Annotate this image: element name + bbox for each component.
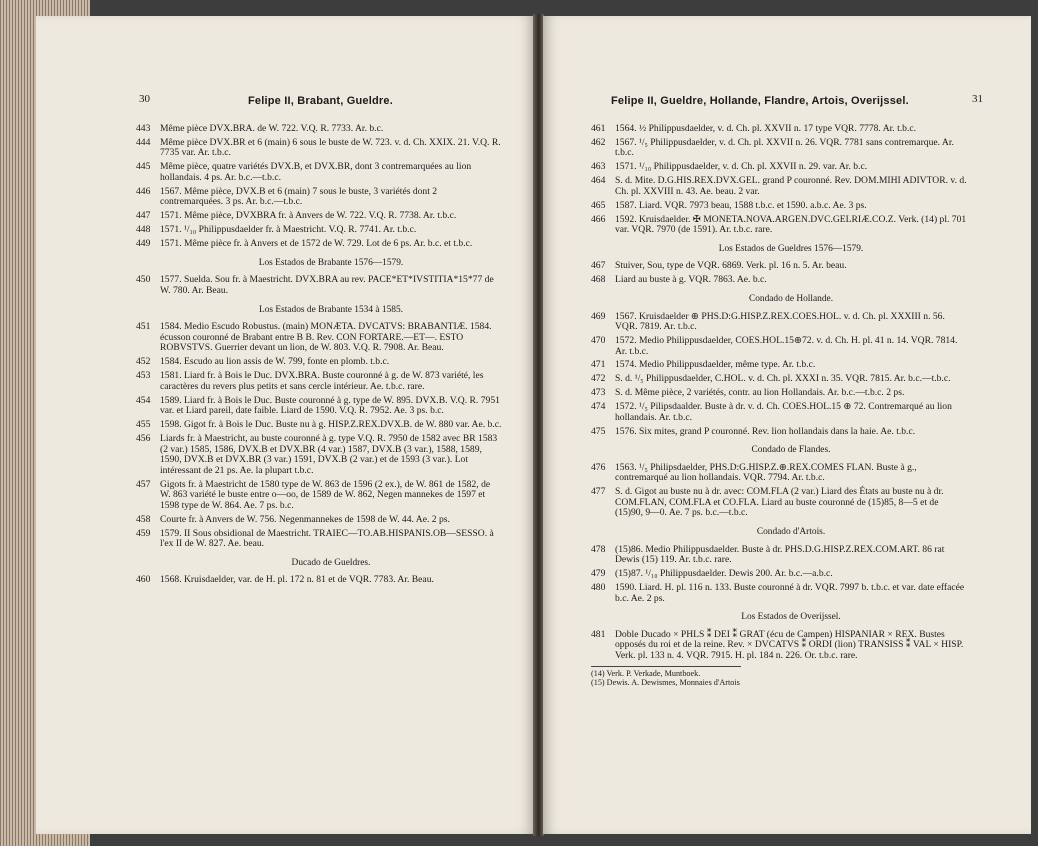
lot-entry (591, 463, 967, 484)
lot-number: 468 (591, 274, 606, 286)
left-page (36, 16, 534, 834)
lot-entry (591, 583, 967, 604)
lot-entry (136, 322, 502, 354)
lot-number: 454 (136, 394, 151, 406)
lot-entry (591, 569, 967, 580)
lot-description: Gigots fr. à Maestricht de 1580 type de W. 863 de 1596 (2 ex.), de W. 861 de 1582, de W. 863 variété le buste entre o—oo, de 1589 de W. 862, Negen mannekes de 1597 et 1598 type de W. 864. Ae. 7 ps. b.c. (160, 478, 491, 511)
lot-number: 458 (136, 513, 151, 525)
lot-description: 1568. Kruisdaelder, var. de H. pl. 172 n. 81 et de VQR. 7783. Ar. Beau. (160, 574, 434, 586)
lot-number: 461 (591, 123, 606, 134)
lot-number: 452 (136, 356, 151, 368)
lot-number: 447 (136, 210, 151, 222)
running-header: Felipe II, Gueldre, Hollande, Flandre, Artois, Overijssel. (611, 95, 909, 107)
lot-description: 1572. Medio Philippusdaelder, COES.HOL.15⊕72. v. d. Ch. H. pl. 41 n. 14. VQR. 7814. Ar. t.b.c. (615, 334, 958, 357)
lot-entry (136, 434, 502, 476)
lot-entry (591, 275, 967, 286)
lot-description: 1587. Liard. VQR. 7973 beau, 1588 t.b.c. et 1590. a.b.c. Ae. 3 ps. (615, 199, 867, 211)
lot-description: 1567. Kruisdaelder ⊕ PHS.D:G.HISP.Z.REX.COES.HOL. v. d. Ch. pl. XXXIII n. 56. VQR. 7819. Ar. t.b.c. (615, 310, 945, 333)
lot-number: 481 (591, 628, 606, 640)
lot-number: 477 (591, 486, 606, 498)
lot-entry (591, 176, 967, 197)
lot-entry (591, 124, 967, 135)
lot-entry (136, 396, 502, 417)
lot-number: 471 (591, 359, 606, 371)
lot-description: 1567. Même pièce, DVX.B et 6 (main) 7 sous le buste, 3 variétés dont 2 contremarquées. 3 ps. Ar. b.c.—t.b.c. (160, 185, 438, 208)
lot-description: Même pièce DVX.BRA. de W. 722. V.Q. R. 7733. Ar. b.c. (160, 123, 384, 134)
lot-description: 1592. Kruisdaelder. ✠ MONETA.NOVA.ARGEN.DVC.GELRIÆ.CO.Z. Verk. (14) pl. 701 var. VQR. 7970 (de 1591). Ar. t.b.c. rare. (615, 213, 967, 236)
lot-description: Stuiver, Sou, type de VQR. 6869. Verk. pl. 16 n. 5. Ar. beau. (615, 260, 847, 272)
lot-description: 1574. Medio Philippusdaelder, même type. Ar. t.b.c. (615, 359, 816, 371)
lot-number: 453 (136, 370, 151, 382)
lot-number: 444 (136, 136, 151, 148)
lot-entry (136, 529, 502, 550)
lot-description: 1571. ¹/₁₀ Philippusdaelder, v. d. Ch. pl. XXVII n. 29. var. Ar. b.c. (615, 161, 868, 173)
lot-number: 445 (136, 161, 151, 173)
lot-entry (591, 215, 967, 236)
lot-entry (591, 427, 967, 438)
lot-entry (136, 138, 502, 159)
lot-entry (136, 371, 502, 392)
lot-description: 1571. Même pièce fr. à Anvers et de 1572 de W. 729. Lot de 6 ps. Ar. b.c. et t.b.c. (160, 238, 473, 250)
lot-entry (591, 138, 967, 159)
lot-number: 456 (136, 432, 151, 444)
lot-entry (591, 261, 967, 272)
lot-description: 1581. Liard fr. à Bois le Duc. DVX.BRA. Buste couronné à g. de W. 873 variété, les caractères du revers plus petits et sans cercle intérieur. Ae. t.b.c. rare. (160, 370, 484, 392)
catalogue-entries (591, 124, 967, 687)
lot-description: Même pièce DVX.BR et 6 (main) 6 sous le buste de W. 723. v. d. Ch. XXIX. 21. V.Q. R. 7735 var. Ar. t.b.c. (160, 136, 501, 159)
lot-entry (136, 225, 502, 236)
section-heading: Condado d'Artois. (756, 527, 826, 538)
lot-entry (136, 124, 502, 135)
lot-description: Liards fr. à Maestricht, au buste couronné à g. type V.Q. R. 7950 de 1582 avec BR 1583 (2 var.) 1585, 1586, DVX.B et DVX.BR (4 var.) 1587, DVX.B (3 var.), 1588, 1589, 1590, DVX.B et DVX.BR (3 var.) 1591, DVX.B (2 var.) et de 1593 (3 var.). Lot intéressant de 21 ps. Ae. la plupart t.b.c. (160, 432, 498, 476)
lot-number: 459 (136, 527, 151, 539)
lot-entry (136, 480, 502, 512)
lot-entry (136, 239, 502, 250)
lot-number: 463 (591, 161, 606, 173)
lot-entry (136, 357, 502, 368)
lot-number: 450 (136, 274, 151, 286)
lot-description: Courte fr. à Anvers de W. 756. Negenmannekes de 1598 de W. 44. Ae. 2 ps. (160, 513, 450, 525)
lot-number: 480 (591, 582, 606, 594)
lot-description: 1577. Suelda. Sou fr. à Maestricht. DVX.BRA au rev. PACE*ET*IVSTITIA*15*77 de W. 780. Ar. Beau. (160, 274, 494, 296)
lot-description: Même pièce, quatre variétés DVX.B, et DVX.BR, dont 3 contremarquées au lion hollandais. 4 ps. Ar. b.c.—t.b.c. (160, 161, 472, 183)
lot-entry (591, 336, 967, 357)
lot-number: 443 (136, 123, 151, 134)
page-number: 31 (972, 93, 983, 105)
lot-entry (591, 630, 967, 662)
lot-number: 448 (136, 224, 151, 236)
lot-description: 1571. Même pièce, DVXBRA fr. à Anvers de W. 722. V.Q. R. 7738. Ar. t.b.c. (160, 210, 457, 222)
lot-description: Liard au buste à g. VQR. 7863. Ae. b.c. (615, 274, 767, 286)
section-heading: Condado de Flandes. (751, 445, 831, 456)
lot-number: 479 (591, 568, 606, 580)
footnote: (15) Dewis. A. Dewismes, Monnaies d'Artois (591, 678, 740, 688)
lot-number: 472 (591, 373, 606, 385)
lot-number: 451 (136, 321, 151, 333)
lot-number: 464 (591, 175, 606, 187)
lot-description: (15)87. ¹/₁₀ Philippusdaelder. Dewis 200. Ar. b.c.—a.b.c. (615, 568, 833, 580)
lot-number: 467 (591, 260, 606, 272)
lot-description: S. d. Même pièce, 2 variétés, contr. au lion Hollandais. Ar. b.c.—t.b.c. 2 ps. (615, 387, 905, 399)
lot-entry (136, 515, 502, 526)
lot-description: 1564. ½ Philippusdaelder, v. d. Ch. pl. XXVII n. 17 type VQR. 7778. Ar. t.b.c. (615, 123, 917, 134)
lot-description: 1572. ¹/₅ Pilipsdaalder. Buste à dr. v. d. Ch. COES.HOL.15 ⊕ 72. Contremarqué au lion hollandais. Ar. t.b.c. (615, 401, 952, 423)
lot-entry (136, 575, 502, 586)
lot-description: 1584. Medio Escudo Robustus. (main) MONÆTA. DVCATVS: BRABANTIÆ. 1584. écusson couronné de Brabant entre B B. Rev. CON FORTARE.—ET—. ESTO ROBVSTVS. Guerrier devant un lion, de W. 803. V.Q. R. 7908. Ar. Beau. (160, 321, 492, 354)
right-page (543, 16, 1031, 834)
lot-number: 460 (136, 574, 151, 586)
lot-entry (136, 420, 502, 431)
lot-entry (591, 388, 967, 399)
running-header: Felipe II, Brabant, Gueldre. (248, 95, 393, 107)
lot-number: 457 (136, 478, 151, 490)
lot-description: S. d. Gigot au buste nu à dr. avec: COM.FLA (2 var.) Liard des États au buste nu à dr. COM.FLAN, COM.FLA et CO.FLA. Liard au buste couronné de (15)85, 8—5 et de (15)90, 9—0. Ae. 7 ps. b.c.—t.b.c. (615, 486, 944, 519)
lot-number: 473 (591, 387, 606, 399)
lot-number: 466 (591, 213, 606, 225)
lot-description: 1571. ¹/₁₀ Philippusdaelder fr. à Maestricht. V.Q. R. 7741. Ar. t.b.c. (160, 224, 417, 236)
lot-entry (136, 187, 502, 208)
lot-number: 462 (591, 136, 606, 148)
section-heading: Ducado de Gueldres. (291, 557, 371, 568)
lot-description: S. d. Mite. D.G.HIS.REX.DVX.GEL. grand P couronné. Rev. DOM.MIHI ADIVTOR. v. d. Ch. pl. XXVIII n. 43. Ae. beau. 2 var. (615, 175, 967, 197)
lot-entry (591, 545, 967, 566)
lot-description: S. d. ¹/₅ Philippusdaelder, C.HOL. v. d. Ch. pl. XXXI n. 35. VQR. 7815. Ar. b.c.—t.b.c. (615, 373, 951, 385)
lot-description: 1563. ¹/₅ Philipsdaelder, PHS.D:G.HISP.Z.⊕.REX.COMES FLAN. Buste à g., contremarqué au lion hollandais. VQR. 7794. Ar. t.b.c. (615, 461, 917, 484)
lot-description: 1589. Liard fr. à Bois le Duc. Buste couronné à g. type de W. 895. DVX.B. V.Q. R. 7951 var. et Liard pareil, date faible. Liard de 1590. V.Q. R. 7952. Ae. 3 ps. b.c. (160, 394, 500, 417)
lot-description: 1598. Gigot fr. à Bois le Duc. Buste nu à g. HISP.Z.REX.DVX.B. de W. 880 var. Ae. b.c. (160, 419, 502, 431)
lot-entry (591, 487, 967, 519)
lot-description: (15)86. Medio Philippusdaelder. Buste à dr. PHS.D.G.HISP.Z.REX.COM.ART. 86 rat Dewis (15) 119. Ar. t.b.c. rare. (615, 543, 945, 566)
section-heading: Los Estados de Brabante 1534 à 1585. (259, 304, 403, 315)
lot-number: 449 (136, 238, 151, 250)
lot-entry (136, 275, 502, 296)
lot-entry (591, 201, 967, 212)
lot-description: 1579. II Sous obsidional de Maestricht. TRAIEC—TO.AB.HISPANIS.OB—SESSO. à l'ex II de W. 827. Ae. beau. (160, 527, 494, 550)
lot-entry (136, 162, 502, 183)
footnote: (14) Verk. P. Verkade, Muntboek. (591, 668, 701, 678)
lot-description: 1584. Escudo au lion assis de W. 799, fonte en plomb. t.b.c. (160, 356, 390, 368)
lot-number: 475 (591, 425, 606, 437)
lot-description: 1576. Six mites, grand P couronné. Rev. lion hollandais dans la haie. Ae. t.b.c. (615, 425, 916, 437)
section-heading: Condado de Hollande. (748, 293, 834, 304)
lot-number: 478 (591, 543, 606, 555)
catalogue-entries (136, 124, 502, 589)
lot-entry (591, 374, 967, 385)
lot-entry (591, 360, 967, 371)
lot-number: 476 (591, 461, 606, 473)
lot-number: 446 (136, 185, 151, 197)
lot-number: 455 (136, 419, 151, 431)
lot-description: 1590. Liard. H. pl. 116 n. 133. Buste couronné à dr. VQR. 7997 b. t.b.c. et var. date effacée b.c. Ae. 2 ps. (615, 582, 965, 604)
lot-entry (136, 211, 502, 222)
lot-number: 465 (591, 199, 606, 211)
footnotes (591, 666, 741, 688)
lot-number: 474 (591, 401, 606, 413)
lot-number: 469 (591, 310, 606, 322)
lot-description: 1567. ¹/₅ Philippusdaelder, v. d. Ch. pl. XXVII n. 26. VQR. 7781 sans contremarque. Ar. t.b.c. (615, 136, 954, 159)
section-heading: Los Estados de Overijssel. (741, 612, 841, 623)
lot-entry (591, 162, 967, 173)
section-heading: Los Estados de Brabante 1576—1579. (258, 257, 404, 268)
section-heading: Los Estados de Gueldres 1576—1579. (718, 243, 864, 254)
lot-entry (591, 312, 967, 333)
lot-entry (591, 402, 967, 423)
page-number: 30 (139, 93, 150, 105)
lot-number: 470 (591, 334, 606, 346)
lot-description: Doble Ducado × PHLS ⁑ DEI ⁑ GRAT (écu de Campen) HISPANIAR × REX. Bustes opposés du roi et de la reine. Rev. × DVCATVS ⁑ ORDI (lion) TRANSISS ⁑ VAL × HISP. Verk. pl. 133 n. 4. VQR. 7915. H. pl. 184 n. 226. Or. t.b.c. rare. (615, 628, 964, 662)
